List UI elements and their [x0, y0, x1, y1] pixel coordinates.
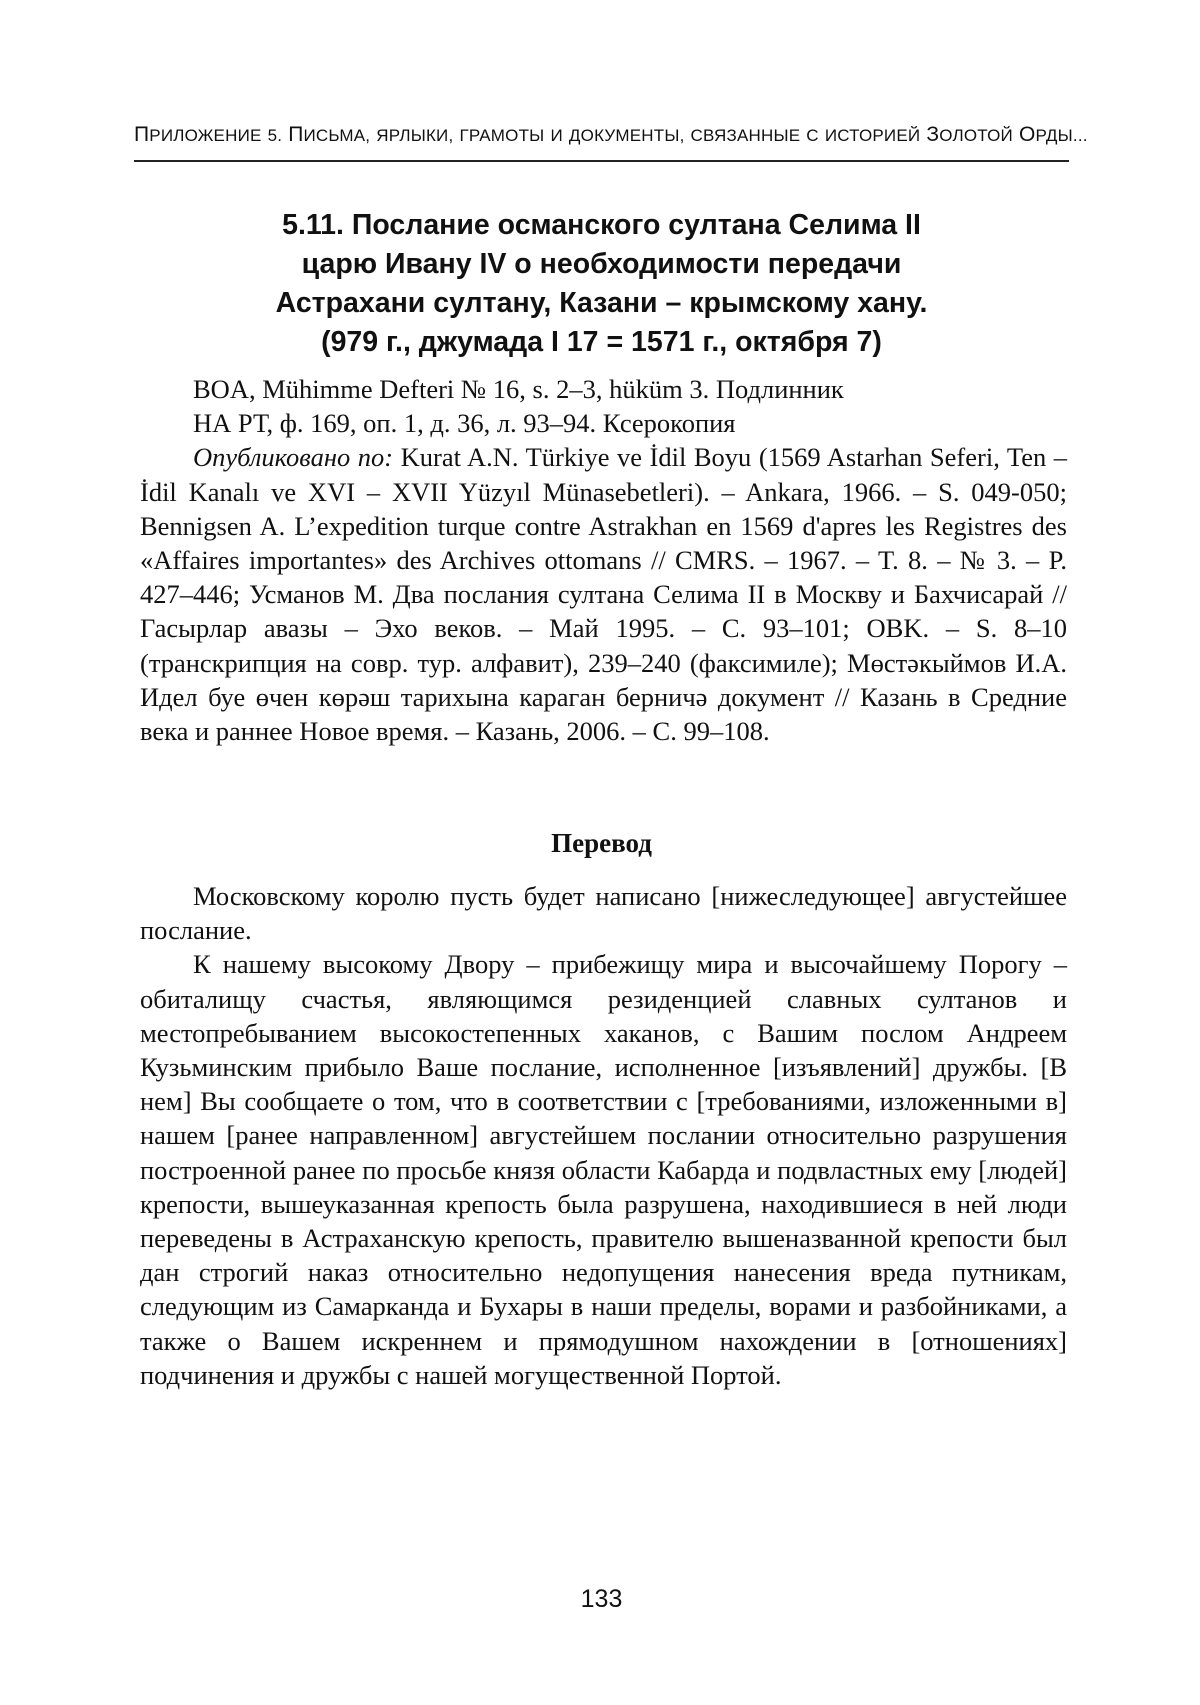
translation-paragraph-2: К нашему высокому Двору – прибежищу мира и высочайшему Порогу – обиталищу счастья, являющимся резиденцией славных султанов и местопребыванием высокостепенных хаканов, с Вашим послом Андреем Кузьминским прибыло Ваше послание, исполнен­ное [изъявлений] дружбы. [В нем] Вы сообщаете о том, что в соот­ветствии с [требованиями, изложенными в] нашем [ранее направ­ленном] августейшем послании относительно разрушения постро­енной ранее по просьбе князя области Кабарда и подвластных ему [людей] крепости, вышеуказанная крепость была разрушена, нахо­дившиеся в ней люди переведены в Астраханскую крепость, прави­телю вышеназванной крепости был дан строгий наказ относительно недопущения нанесения вреда путникам, следующим из Самаркан­да и Бухары в наши пределы, ворами и разбойниками, а также о Вашем искреннем и прямодушном нахождении в [отношениях] подчинения и дружбы с нашей могущественной Портой.	[140, 947, 1067, 1392]
page-number: 133	[134, 1584, 1069, 1614]
sources-block	[140, 372, 1067, 748]
header-rule	[134, 160, 1069, 162]
published-label: Опубликовано по:	[193, 442, 393, 472]
title-line-3: Астрахани султану, Казани – крымскому хану.	[134, 284, 1069, 323]
source-archive-copy: НА РТ, ф. 169, оп. 1, д. 36, л. 93–94. Ксерокопия	[140, 406, 1067, 440]
running-head-text: ПРИЛОЖЕНИЕ 5. ПИСЬМА, ЯРЛЫКИ, ГРАМОТЫ И ДОКУМЕНТЫ, СВЯЗАННЫЕ С ИСТОРИЕЙ ЗОЛОТОЙ ОРДЫ...	[134, 123, 1088, 146]
running-head	[134, 120, 1069, 151]
published-text: Kurat A.N. Türkiye ve İdil Boyu (1569 Astarhan Seferi, Ten – İdil Kanalı ve XVI – XVII Yüzyıl Münasebetleri). – Ankara, 1966. – S. 049-050; Bennigsen A. L’expedition turque contre Astrakhan en 1569 d'apres les Registres des «Affaires importantes» des Archives ottomans // CMRS. – 1967. – T. 8. – № 3. – P. 427–446; Усманов М. Два послания султана Се­лима II в Москву и Бахчисарай // Гасырлар авазы – Эхо веков. – Май 1995. – С. 93–101; OBK. – S. 8–10 (транскрипция на совр. тур. алфавит), 239–240 (факсимиле); Мөстәкыймов И.А. Идел буе өчен көрәш тарихына караган берничә документ // Казань в Средние века и раннее Новое время. – Казань, 2006. – С. 99–108.	[140, 442, 1067, 746]
translation-text	[140, 879, 1067, 1392]
section-heading-translation: Перевод	[134, 826, 1069, 860]
publication-references	[140, 440, 1067, 748]
title-line-1: 5.11. Послание османского султана Селима II	[134, 206, 1069, 245]
source-archive-original: BOA, Mühimme Defteri № 16, s. 2–3, hüküm 3. Подлинник	[140, 372, 1067, 406]
translation-paragraph-1: Московскому королю пусть будет написано [нижеследующее] августейшее послание.	[140, 879, 1067, 947]
document-title	[134, 206, 1069, 362]
title-line-2: царю Ивану IV о необходимости передачи	[134, 245, 1069, 284]
title-line-4: (979 г., джумада I 17 = 1571 г., октября 7)	[134, 323, 1069, 362]
